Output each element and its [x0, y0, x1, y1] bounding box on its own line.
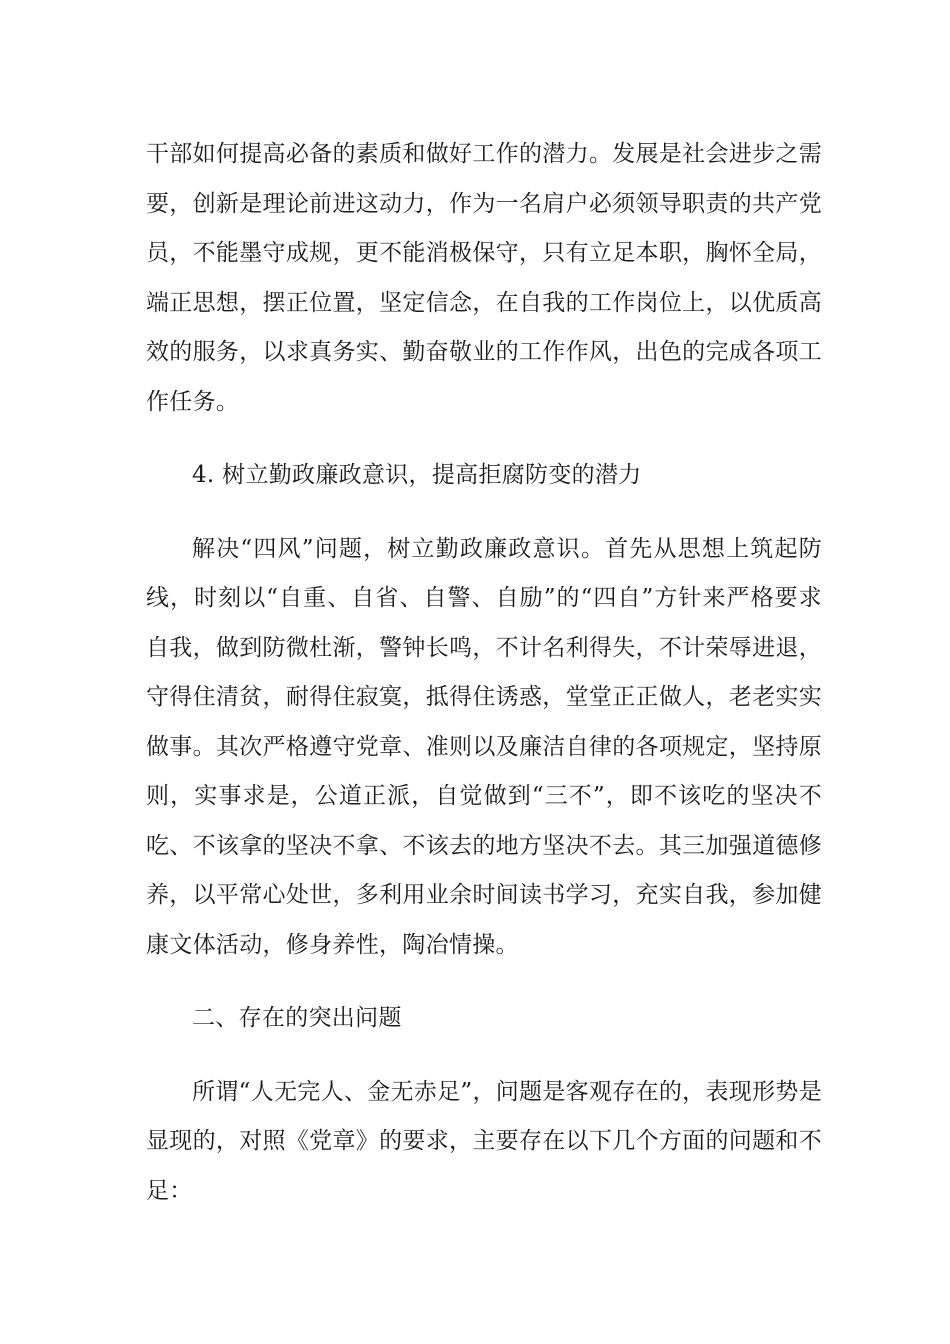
- paragraph-integrity: 解决“四风”问题，树立勤政廉政意识。首先从思想上筑起防线，时刻以“自重、自省、自警、自励”的“四自”方针来严格要求自我，做到防微杜渐，警钟长鸣，不计名利得失，不计荣辱进退，守得住清贫，耐得住寂寞，抵得住诱惑，堂堂正正做人，老老实实做事。其次严格遵守党章、准则以及廉洁自律的各项规定，坚持原则，实事求是，公道正派，自觉做到“三不”，即不该吃的坚决不吃、不该拿的坚决不拿、不该去的地方坚决不去。其三加强道德修养，以平常心处世，多利用业余时间读书学习，充实自我，参加健康文体活动，修身养性，陶冶情操。: [146, 535, 822, 958]
- section-heading-4: 4. 树立勤政廉政意识，提高拒腐防变的潜力: [192, 462, 642, 488]
- paragraph-problems-intro: 所谓“人无完人、金无赤足”，问题是客观存在的，表现形势是显现的，对照《党章》的要求，主要存在以下几个方面的问题和不足：: [146, 1078, 822, 1204]
- paragraph-continuation: 干部如何提高必备的素质和做好工作的潜力。发展是社会进步之需要，创新是理论前进这动力，作为一名肩户必须领导职责的共产党员，不能墨守成规，更不能消极保守，只有立足本职，胸怀全局，端正思想，摆正位置，坚定信念，在自我的工作岗位上，以优质高效的服务，以求真务实、勤奋敬业的工作作风，出色的完成各项工作任务。: [146, 141, 822, 415]
- section-heading-problems: 二、存在的突出问题: [192, 1005, 402, 1031]
- document-body: [146, 130, 822, 1216]
